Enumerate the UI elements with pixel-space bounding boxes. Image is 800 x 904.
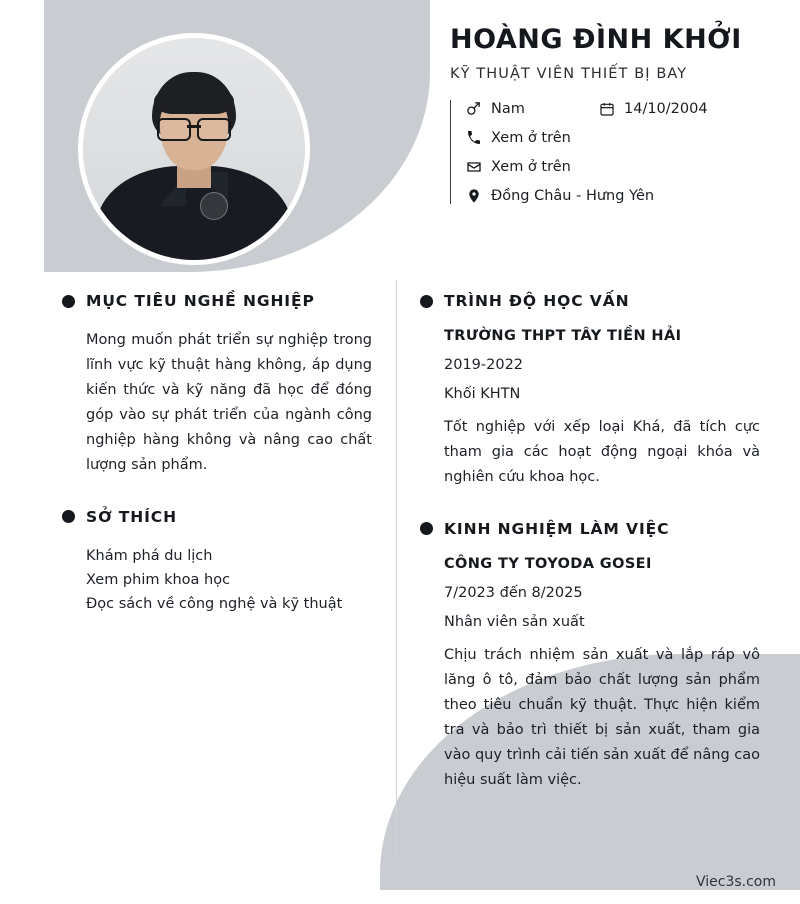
education-description: Tốt nghiệp với xếp loại Khá, đã tích cực tham gia các hoạt động ngoại khóa và nghiên cứu khoa học.	[444, 419, 760, 485]
page-title: HOÀNG ĐÌNH KHỞI	[450, 24, 742, 55]
profile-photo-image	[83, 38, 305, 260]
section-education	[420, 292, 760, 490]
section-hobbies-title: SỞ THÍCH	[86, 507, 177, 526]
right-column	[420, 292, 760, 822]
experience-company: CÔNG TY TOYODA GOSEI	[444, 555, 652, 572]
contact-row	[465, 100, 780, 117]
contact-phone-value: Xem ở trên	[491, 129, 571, 146]
contact-row	[465, 158, 780, 175]
education-school: TRƯỜNG THPT TÂY TIỀN HẢI	[444, 328, 682, 344]
profile-photo	[78, 33, 310, 265]
watermark: Viec3s.com	[695, 874, 776, 890]
header-block	[450, 24, 780, 204]
contact-email-value: Xem ở trên	[491, 158, 571, 175]
education-major: Khối KHTN	[444, 386, 521, 402]
contact-gender	[465, 100, 598, 117]
section-education-title: TRÌNH ĐỘ HỌC VẤN	[444, 292, 630, 310]
section-experience-header	[420, 520, 760, 538]
calendar-icon	[598, 100, 615, 117]
section-hobbies	[62, 508, 372, 617]
section-objective	[62, 292, 372, 478]
experience-role: Nhân viên sản xuất	[444, 613, 585, 630]
list-item: Khám phá du lịch	[86, 547, 213, 564]
photo-shirt-logo	[200, 192, 228, 220]
contact-birthday-value: 14/10/2004	[624, 100, 708, 117]
decor-shape-bottom-strip	[380, 890, 800, 904]
section-objective-title: MỤC TIÊU NGHỀ NGHIỆP	[86, 292, 315, 310]
education-period: 2019-2022	[444, 357, 524, 373]
column-divider	[396, 280, 397, 860]
section-experience	[420, 520, 760, 793]
contact-row	[465, 129, 780, 146]
contact-address-value: Đồng Châu - Hưng Yên	[491, 187, 655, 204]
gender-icon	[465, 100, 482, 117]
section-education-header	[420, 292, 760, 310]
experience-period: 7/2023 đến 8/2025	[444, 584, 583, 601]
hobbies-list	[62, 544, 372, 617]
section-objective-header	[62, 292, 372, 310]
list-item: Đọc sách về công nghệ và kỹ thuật	[86, 596, 343, 613]
section-objective-text: Mong muốn phát triển sự nghiệp trong lĩnh vực kỹ thuật hàng không, áp dụng kiến thức và kỹ năng đã học để đóng góp vào sự phát triển của ngành công nghiệp hàng không và nâng cao chất lượng sản phẩm.	[86, 332, 372, 473]
bullet-icon	[62, 510, 75, 523]
contact-gender-value: Nam	[491, 100, 525, 117]
contact-phone	[465, 129, 571, 146]
job-title: KỸ THUẬT VIÊN THIẾT BỊ BAY	[450, 66, 688, 83]
left-column	[62, 292, 372, 647]
contact-row	[465, 187, 780, 204]
phone-icon	[465, 129, 482, 146]
contact-birthday	[598, 100, 708, 117]
section-experience-title: KINH NGHIỆM LÀM VIỆC	[444, 519, 670, 538]
contact-list	[450, 100, 780, 204]
contact-address	[465, 187, 654, 204]
education-entry	[420, 328, 760, 490]
section-hobbies-header	[62, 508, 372, 526]
experience-description: Chịu trách nhiệm sản xuất và lắp ráp vô lăng ô tô, đảm bảo chất lượng sản phẩm theo tiêu chuẩn kỹ thuật. Thực hiện kiểm tra và bảo trì thiết bị sản xuất, tham gia vào quy trình cải tiến sản xuất để nâng cao hiệu suất làm việc.	[444, 646, 760, 788]
list-item: Xem phim khoa học	[86, 571, 231, 588]
bullet-icon	[62, 295, 75, 308]
bullet-icon	[420, 522, 433, 535]
photo-fringe	[154, 86, 234, 114]
bullet-icon	[420, 295, 433, 308]
photo-glasses-bridge	[187, 125, 201, 128]
email-icon	[465, 158, 482, 175]
glasses-icon	[156, 118, 232, 138]
decor-shape-top-notch	[0, 0, 44, 272]
location-icon	[465, 187, 482, 204]
experience-entry	[420, 556, 760, 793]
contact-email	[465, 158, 571, 175]
